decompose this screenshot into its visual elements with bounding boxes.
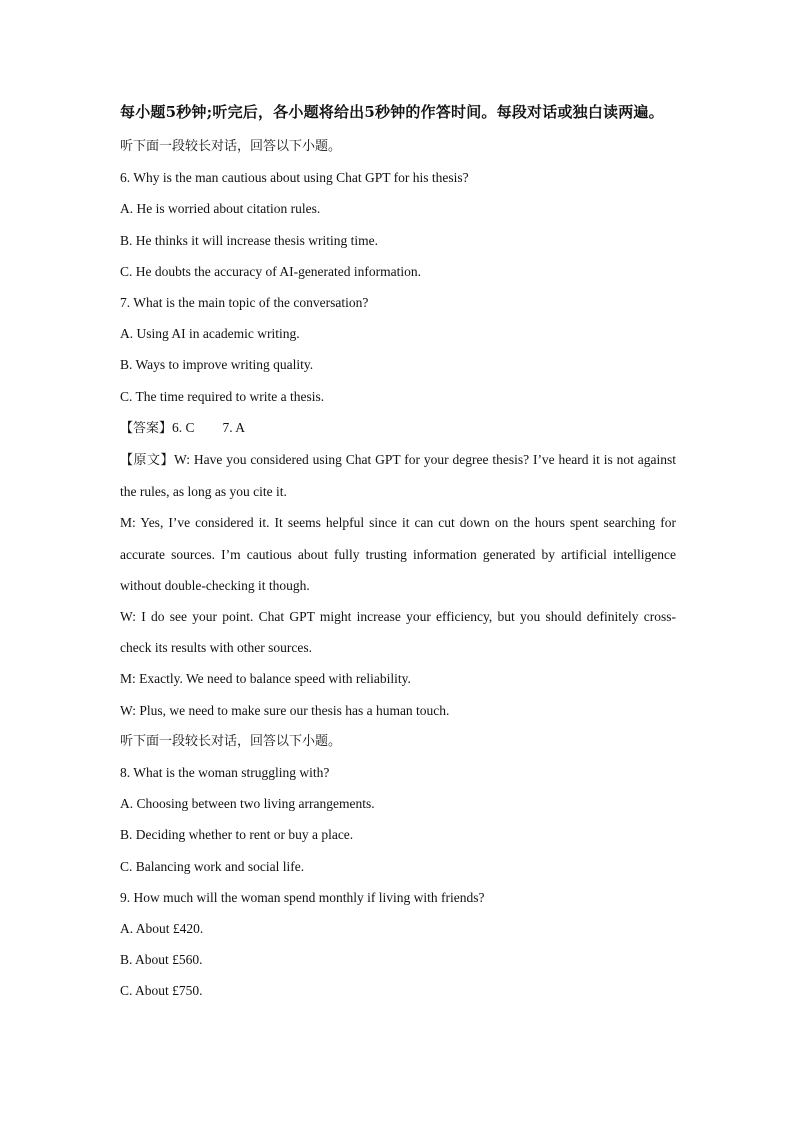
question-8-option-c: C. Balancing work and social life. — [120, 858, 305, 874]
question-8-option-a: A. Choosing between two living arrangements. — [120, 796, 375, 812]
question-9-option-c: C. About £750. — [120, 983, 203, 999]
transcript-tag: 【原文】 — [120, 453, 174, 469]
question-7-option-b: B. Ways to improve writing quality. — [120, 357, 314, 373]
answer-7: 7. A — [222, 419, 246, 435]
answer-6: 6. C — [172, 419, 195, 435]
section-intro: 每小题5秒钟;听完后，各小题将给出5秒钟的作答时间。每段对话或独白读两遍。 — [120, 103, 664, 121]
question-7-option-a: A. Using AI in academic writing. — [120, 326, 300, 342]
question-6-option-c: C. He doubts the accuracy of AI-generated information. — [120, 263, 422, 279]
question-6-option-a: A. He is worried about citation rules. — [120, 201, 321, 217]
question-9-option-a: A. About £420. — [120, 921, 204, 937]
question-8-option-b: B. Deciding whether to rent or buy a place. — [120, 827, 354, 843]
transcript-w1-text: W: Have you considered using Chat GPT for your degree thesis? I’ve heard it is not against the rules, as long as you cite it. — [120, 452, 676, 500]
section1-instruction: 听下面一段较长对话，回答以下小题。 — [120, 139, 342, 154]
transcript-w3: W: Plus, we need to make sure our thesis has a human touch. — [120, 702, 450, 718]
question-7: 7. What is the main topic of the conversation? — [120, 295, 369, 311]
question-7-option-c: C. The time required to write a thesis. — [120, 388, 325, 404]
question-6-option-b: B. He thinks it will increase thesis writing time. — [120, 232, 378, 248]
document-page — [120, 97, 676, 1007]
section2-instruction: 听下面一段较长对话，回答以下小题。 — [120, 733, 342, 749]
transcript-w2: W: I do see your point. Chat GPT might increase your efficiency, but you should definitely cross-check its results with other sources. — [120, 609, 676, 656]
transcript-m1: M: Yes, I’ve considered it. It seems helpful since it can cut down on the hours spent searching for accurate sources. I’m cautious about fully trusting information generated by artificial intelligence without double-checking it though. — [120, 515, 676, 593]
question-8: 8. What is the woman struggling with? — [120, 765, 330, 781]
transcript-m2: M: Exactly. We need to balance speed with reliability. — [120, 671, 411, 687]
question-9-option-b: B. About £560. — [120, 952, 203, 968]
answer-tag: 【答案】 — [120, 420, 173, 436]
question-6: 6. Why is the man cautious about using Chat GPT for his thesis? — [120, 170, 469, 186]
transcript-w1 — [120, 444, 676, 507]
answer-key — [120, 412, 676, 444]
question-9: 9. How much will the woman spend monthly if living with friends? — [120, 889, 485, 905]
